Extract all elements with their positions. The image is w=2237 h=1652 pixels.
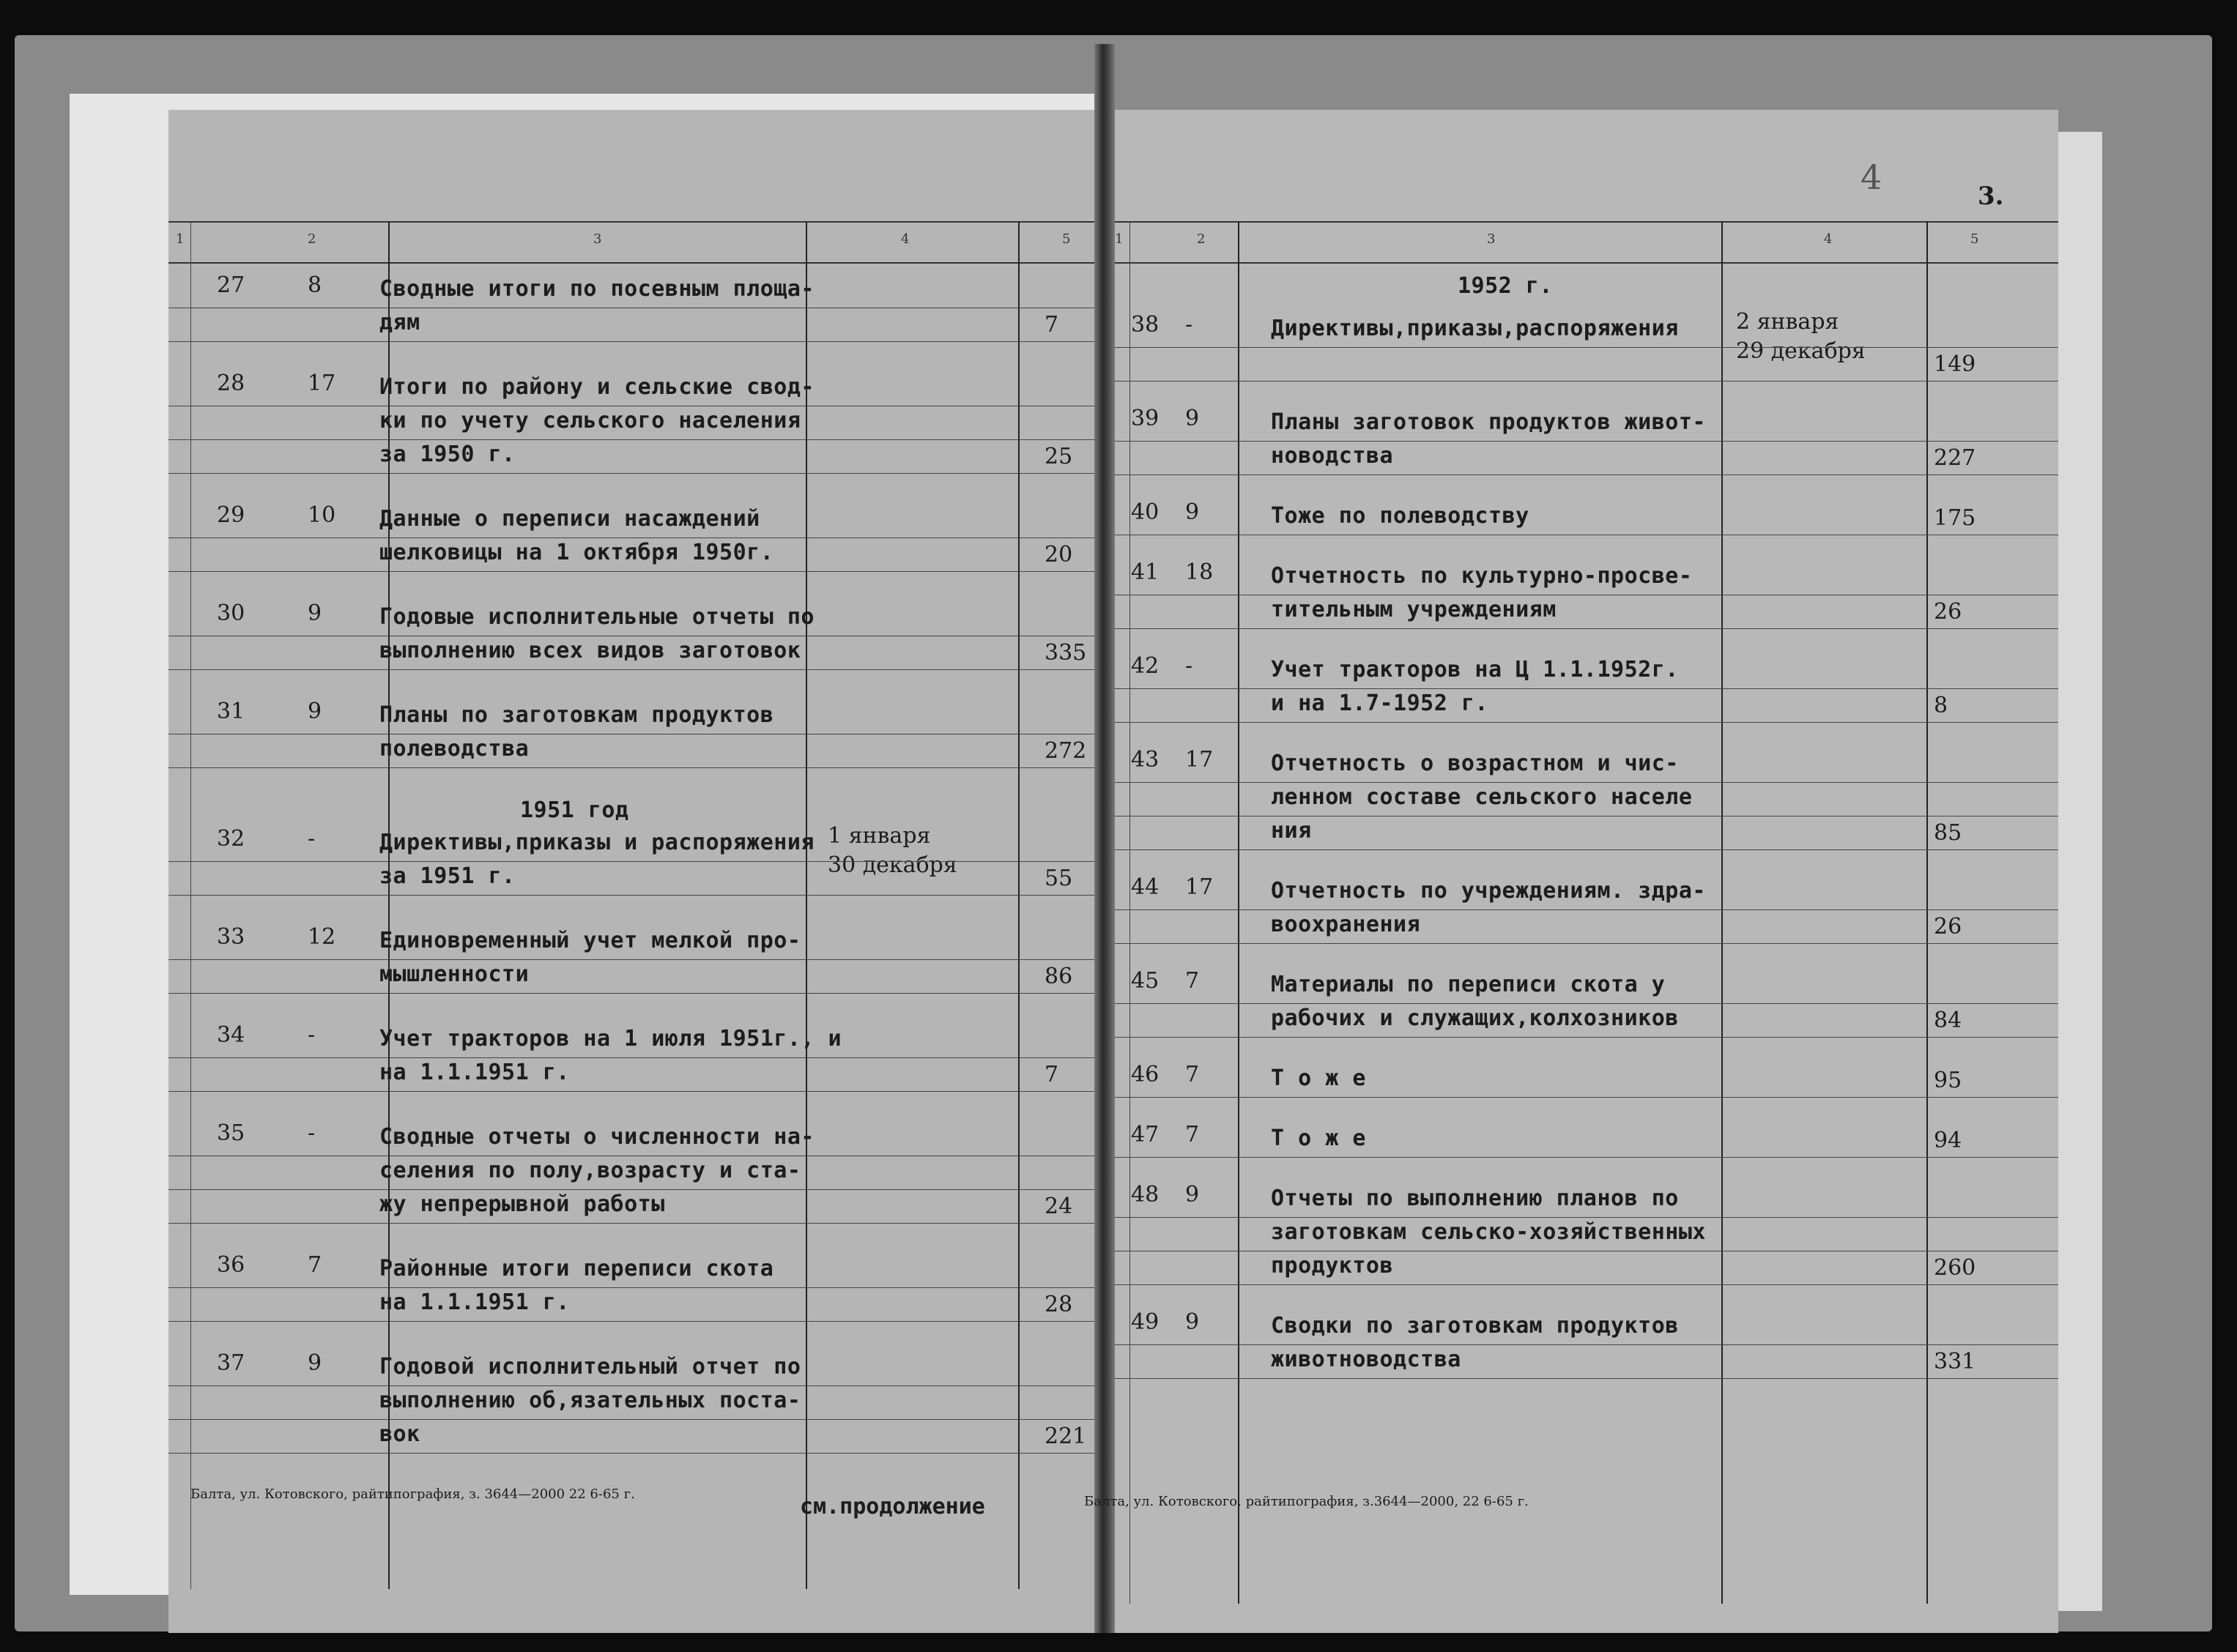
ruled-line [168, 341, 1106, 342]
continuation-note: см.продолжение [800, 1494, 985, 1519]
row-number: 39 [1131, 406, 1160, 431]
description-line: Материалы по переписи скота у [1271, 972, 1666, 997]
column-divider [1129, 221, 1130, 1604]
file-count: 18 [1185, 559, 1214, 585]
row-number: 27 [217, 272, 245, 298]
sheet-count: 272 [1045, 738, 1087, 764]
right-page [1106, 110, 2058, 1633]
description-line: ния [1271, 818, 1312, 844]
file-count: - [1185, 653, 1193, 679]
sheet-count: 86 [1045, 964, 1073, 989]
column-header: 3 [593, 231, 602, 247]
ruled-line [168, 1223, 1106, 1224]
ruled-line [1106, 1378, 2058, 1379]
ruled-line [1106, 1284, 2058, 1285]
description-line: выполнению всех видов заготовок [379, 638, 801, 663]
sheet-count: 94 [1934, 1128, 1962, 1153]
ruled-line [168, 1321, 1106, 1322]
description-line: Т о ж е [1271, 1125, 1366, 1151]
description-line: вок [379, 1421, 420, 1447]
ruled-line [168, 993, 1106, 994]
description-line: на 1.1.1951 г. [379, 1060, 570, 1085]
sheet-count: 85 [1934, 820, 1962, 846]
ruled-line [168, 861, 1106, 862]
sheet-count: 8 [1934, 693, 1948, 718]
description-line: воохранения [1271, 912, 1421, 937]
row-number: 40 [1131, 499, 1160, 525]
row-number: 42 [1131, 653, 1160, 679]
column-divider [1018, 221, 1020, 1589]
footer-left: Балта, ул. Котовского, райтипография, з. 3644—2000 22 6-65 г. [190, 1487, 635, 1502]
file-count: 17 [1185, 747, 1214, 773]
file-count: 17 [308, 371, 336, 396]
description-line: выполнению об,язательных поста- [379, 1388, 801, 1413]
description-line: и на 1.7-1952 г. [1271, 691, 1488, 716]
description-line: животноводства [1271, 1347, 1461, 1372]
row-number: 37 [217, 1350, 245, 1376]
description-line: дям [379, 310, 420, 335]
ruled-line [1106, 722, 2058, 723]
description-line: жу непрерывной работы [379, 1191, 665, 1217]
column-header: 2 [1197, 231, 1206, 247]
description-line: Годовой исполнительный отчет по [379, 1354, 801, 1380]
row-number: 41 [1131, 559, 1160, 585]
description-line: ки по учету сельского населения [379, 408, 801, 434]
date-range: 1 января [828, 823, 931, 849]
row-number: 29 [217, 502, 245, 528]
description-line: Годовые исполнительные отчеты по [379, 604, 815, 630]
description-line: Итоги по району и сельские свод- [379, 374, 815, 400]
description-line: продуктов [1271, 1253, 1394, 1279]
date-range: 29 декабря [1736, 338, 1866, 364]
column-header: 5 [1970, 231, 1979, 247]
sheet-count: 26 [1934, 599, 1962, 625]
description-line: Планы заготовок продуктов живот- [1271, 409, 1706, 435]
file-count: 9 [308, 600, 322, 626]
description-line: Сводные отчеты о численности на- [379, 1124, 815, 1150]
file-count: 7 [1185, 1062, 1200, 1087]
description-line: Данные о переписи насаждений [379, 506, 760, 532]
ruled-line [168, 1385, 1106, 1386]
sheet-count: 24 [1045, 1194, 1073, 1219]
ruled-line [1106, 381, 2058, 382]
file-count: 9 [1185, 499, 1200, 525]
ruled-line [1106, 849, 2058, 850]
ruled-line [1106, 688, 2058, 689]
ruled-line [1106, 1344, 2058, 1345]
sheet-count: 335 [1045, 640, 1087, 666]
ruled-line [1106, 1097, 2058, 1098]
ruled-line [1106, 1037, 2058, 1038]
column-header: 4 [1824, 231, 1833, 247]
description-line: Сводки по заготовкам продуктов [1271, 1313, 1679, 1339]
sheet-count: 55 [1045, 866, 1073, 891]
footer-right: Балта, ул. Котовского, райтипография, з.3644—2000, 22 6-65 г. [1084, 1494, 1529, 1509]
description-line: полеводства [379, 736, 530, 762]
column-divider [806, 221, 807, 1589]
ruled-line [168, 959, 1106, 960]
column-divider [190, 221, 191, 1589]
sheet-count: 175 [1934, 505, 1976, 531]
file-count: 9 [308, 699, 322, 724]
ruled-line [168, 1189, 1106, 1190]
description-line: заготовкам сельско-хозяйственных [1271, 1219, 1706, 1245]
description-line: рабочих и служащих,колхозников [1271, 1005, 1679, 1031]
description-line: Отчеты по выполнению планов по [1271, 1186, 1679, 1211]
sheet-count: 221 [1045, 1424, 1087, 1449]
ruled-line [1106, 1157, 2058, 1158]
file-count: - [308, 1120, 316, 1146]
column-header: 5 [1062, 231, 1071, 247]
description-line: Директивы,приказы и распоряжения [379, 830, 815, 855]
description-line: Сводные итоги по посевным площа- [379, 276, 815, 302]
ruled-line [1106, 441, 2058, 442]
ruled-line [168, 669, 1106, 670]
ruled-line [168, 571, 1106, 572]
description-line: новодства [1271, 443, 1394, 469]
column-header: 4 [901, 231, 910, 247]
description-line: тительным учреждениям [1271, 597, 1557, 622]
sheet-count: 26 [1934, 914, 1962, 940]
description-line: Районные итоги переписи скота [379, 1256, 774, 1281]
row-number: 32 [217, 826, 245, 852]
description-line: ленном составе сельского населе [1271, 784, 1693, 810]
file-count: 12 [308, 924, 336, 950]
file-count: 9 [1185, 1309, 1200, 1335]
row-number: 48 [1131, 1182, 1160, 1208]
ruled-line [1106, 347, 2058, 348]
row-number: 47 [1131, 1122, 1160, 1147]
year-heading: 1951 год [520, 797, 629, 823]
description-line: Учет тракторов на Ц 1.1.1952г. [1271, 657, 1679, 682]
description-line: на 1.1.1951 г. [379, 1290, 570, 1315]
row-number: 43 [1131, 747, 1160, 773]
row-number: 35 [217, 1120, 245, 1146]
column-header: 3 [1487, 231, 1496, 247]
description-line: Директивы,приказы,распоряжения [1271, 316, 1679, 341]
description-line: селения по полу,возрасту и ста- [379, 1158, 801, 1183]
row-number: 49 [1131, 1309, 1160, 1335]
file-count: 7 [1185, 1122, 1200, 1147]
file-count: - [308, 1022, 316, 1048]
ruled-line [168, 439, 1106, 440]
ruled-line [168, 473, 1106, 474]
file-count: 8 [308, 272, 322, 298]
row-number: 28 [217, 371, 245, 396]
description-line: шелковицы на 1 октября 1950г. [379, 540, 774, 565]
year-heading: 1952 г. [1458, 273, 1553, 299]
header-bottom-rule [168, 262, 1106, 264]
ruled-line [1106, 1217, 2058, 1218]
ruled-line [168, 1419, 1106, 1420]
row-number: 34 [217, 1022, 245, 1048]
ruled-line [1106, 909, 2058, 910]
file-count: 17 [1185, 874, 1214, 900]
description-line: за 1951 г. [379, 863, 516, 889]
description-line: Отчетность по учреждениям. здра- [1271, 878, 1706, 904]
ruled-line [1106, 1003, 2058, 1004]
ruled-line [168, 1287, 1106, 1288]
ruled-line [1106, 782, 2058, 783]
ruled-line [168, 1091, 1106, 1092]
page-number: 3. [1978, 182, 2004, 211]
column-header: 1 [176, 231, 185, 247]
description-line: Учет тракторов на 1 июля 1951г., и [379, 1026, 842, 1052]
row-number: 33 [217, 924, 245, 950]
sheet-count: 331 [1934, 1349, 1976, 1374]
row-number: 30 [217, 600, 245, 626]
row-number: 46 [1131, 1062, 1160, 1087]
sheet-count: 95 [1934, 1068, 1962, 1093]
ruled-line [168, 767, 1106, 768]
file-count: 9 [308, 1350, 322, 1376]
row-number: 36 [217, 1252, 245, 1278]
file-count: 9 [1185, 1182, 1200, 1208]
row-number: 38 [1131, 312, 1160, 338]
ruled-line [1106, 943, 2058, 944]
sheet-count: 7 [1045, 1062, 1059, 1087]
file-count: 10 [308, 502, 336, 528]
column-divider [1721, 221, 1723, 1604]
header-bottom-rule [1106, 262, 2058, 264]
date-range: 30 декабря [828, 852, 957, 878]
description-line: Единовременный учет мелкой про- [379, 928, 801, 953]
file-count: 9 [1185, 406, 1200, 431]
header-top-rule [1106, 221, 2058, 223]
column-header: 1 [1115, 231, 1124, 247]
left-page [168, 110, 1106, 1633]
row-number: 44 [1131, 874, 1160, 900]
sheet-count: 25 [1045, 444, 1073, 469]
ruled-line [168, 1057, 1106, 1058]
file-count: 7 [308, 1252, 322, 1278]
column-divider [1926, 221, 1928, 1604]
date-range: 2 января [1736, 309, 1839, 335]
description-line: мышленности [379, 961, 530, 987]
description-line: за 1950 г. [379, 442, 516, 467]
row-number: 45 [1131, 968, 1160, 994]
file-count: - [308, 826, 316, 852]
description-line: Отчетность по культурно-просве- [1271, 563, 1693, 589]
book-gutter [1094, 44, 1115, 1633]
sheet-count: 7 [1045, 312, 1059, 338]
description-line: Тоже по полеводству [1271, 503, 1529, 529]
header-top-rule [168, 221, 1106, 223]
file-count: 7 [1185, 968, 1200, 994]
column-divider [1238, 221, 1239, 1604]
sheet-count: 260 [1934, 1255, 1976, 1281]
column-header: 2 [308, 231, 316, 247]
description-line: Т о ж е [1271, 1065, 1366, 1091]
pencil-mark: 4 [1861, 157, 1882, 197]
row-number: 31 [217, 699, 245, 724]
file-count: - [1185, 312, 1193, 338]
ruled-line [168, 1453, 1106, 1454]
ruled-line [168, 895, 1106, 896]
sheet-count: 227 [1934, 445, 1976, 471]
description-line: Отчетность о возрастном и чис- [1271, 751, 1679, 776]
sheet-count: 20 [1045, 542, 1073, 568]
description-line: Планы по заготовкам продуктов [379, 702, 774, 728]
sheet-count: 28 [1045, 1292, 1073, 1317]
ruled-line [168, 537, 1106, 538]
sheet-count: 149 [1934, 351, 1976, 377]
sheet-count: 84 [1934, 1008, 1962, 1033]
ruled-line [1106, 628, 2058, 629]
